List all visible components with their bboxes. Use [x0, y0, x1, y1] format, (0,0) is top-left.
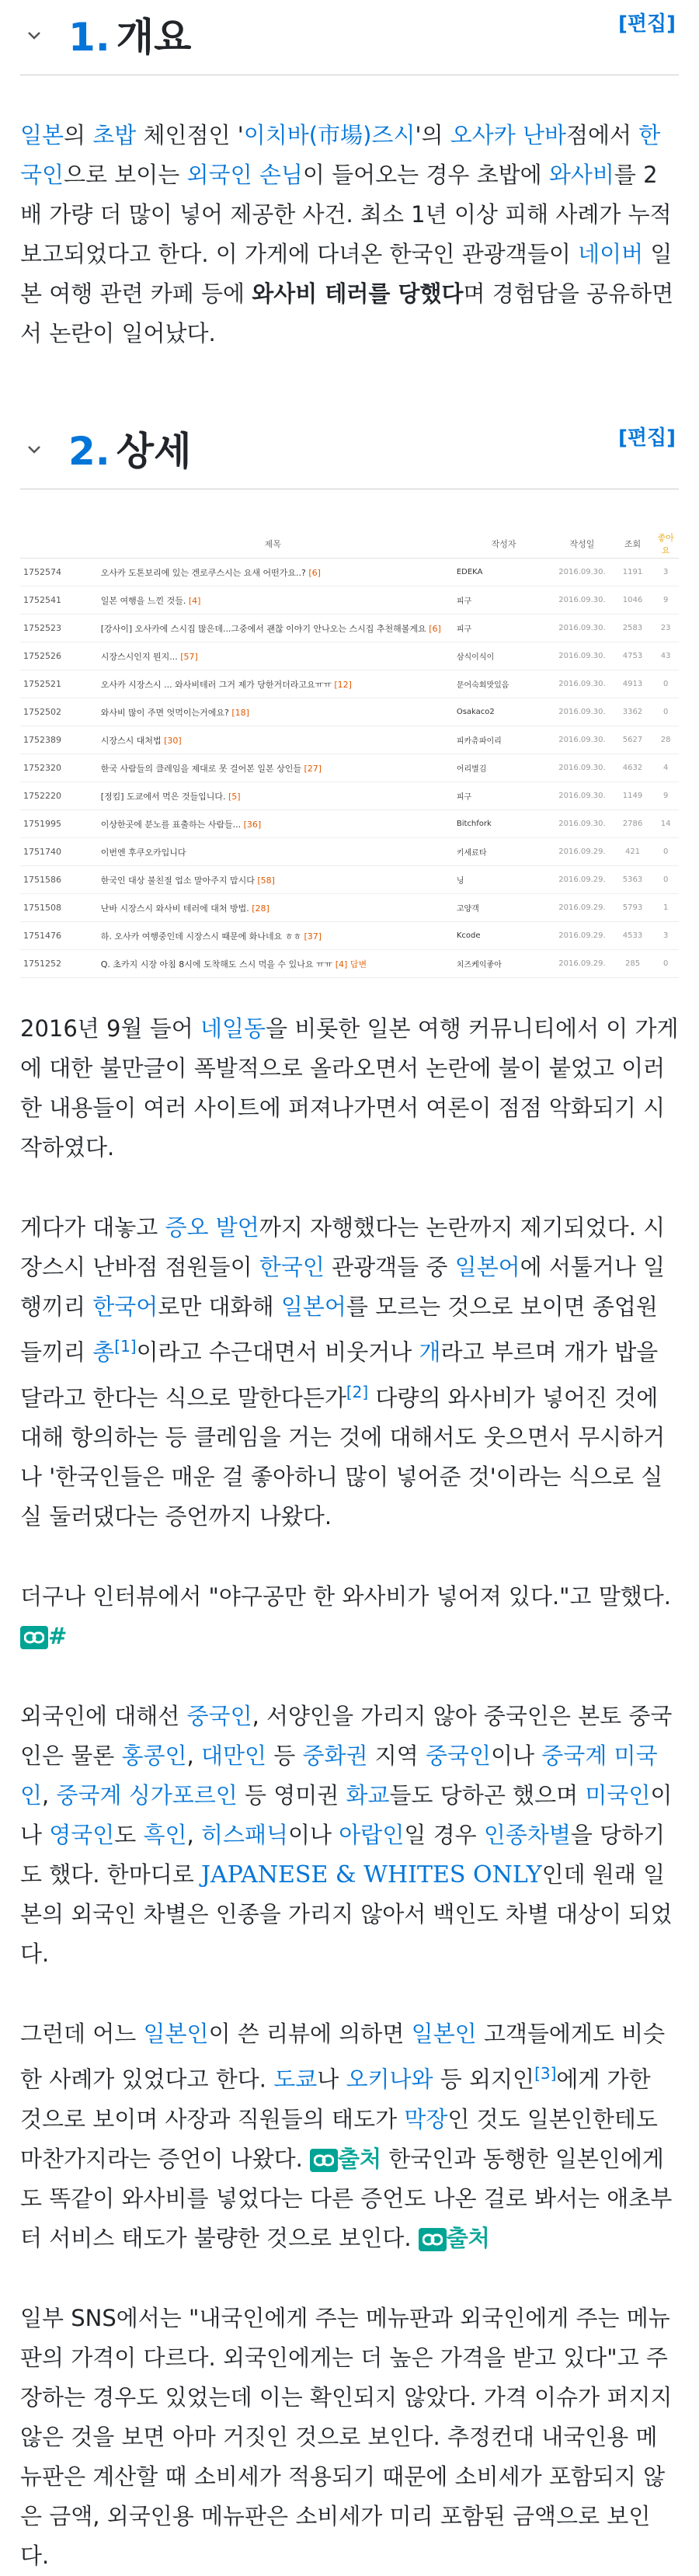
header-likes: 좋아요: [652, 530, 679, 559]
post-title-text[interactable]: 시장스시인지 뭔지...: [100, 651, 178, 662]
post-number: 1752220: [20, 782, 90, 810]
source-link-hash[interactable]: #: [48, 1623, 68, 1650]
forum-row[interactable]: [20, 670, 679, 698]
post-likes: 3: [652, 559, 679, 587]
forum-header-row: [20, 530, 679, 559]
link-ichiba-sushi[interactable]: 이치바(市場)즈시: [243, 122, 416, 148]
section-title: 상세: [116, 429, 192, 474]
post-title-text[interactable]: 일본 여행을 느낀 것들.: [100, 595, 186, 606]
comment-count: [4]: [188, 595, 201, 606]
post-number: 1752502: [20, 698, 90, 726]
post-number: 1751252: [20, 950, 90, 978]
post-number: 1751995: [20, 810, 90, 838]
link-racism[interactable]: 인종차별: [483, 1822, 571, 1849]
link-hongkonger[interactable]: 홍콩인: [121, 1742, 187, 1770]
post-title-text[interactable]: 한국인 대상 불친절 업소 말아주지 맙시다: [100, 875, 255, 886]
post-views: 1191: [613, 559, 653, 587]
forum-row[interactable]: [20, 587, 679, 614]
post-title-text[interactable]: [강사이] 오사카에 스시집 많은데...그중에서 괜찮 이야기 안나오는 스시집 추천해볼게요: [100, 623, 426, 634]
link-icon[interactable]: [20, 1626, 48, 1649]
forum-row[interactable]: [20, 782, 679, 810]
link-foreigner[interactable]: 외국인: [186, 162, 252, 188]
post-likes: 0: [652, 838, 679, 866]
post-author[interactable]: 치즈케익좋아: [456, 950, 551, 978]
post-number: 1752526: [20, 642, 90, 670]
link-korean[interactable]: 한국인: [20, 122, 661, 188]
comment-count: [28]: [252, 903, 270, 914]
forum-screenshot-image: [20, 530, 679, 978]
link-taiwanese[interactable]: 대만인: [200, 1742, 267, 1770]
link-osaka[interactable]: 오사카: [450, 122, 516, 148]
post-number: 1751740: [20, 838, 90, 866]
link-okinawa[interactable]: 오키나와: [346, 2066, 433, 2093]
link-japanese[interactable]: 일본인: [143, 2021, 209, 2048]
detail-paragraph-1: 2016년 9월 들어 네일동을 비롯한 일본 여행 커뮤니티에서 이 가게에 대한 불만글이 폭발적으로 올라오면서 논란에 불이 붙었고 이러한 내용들이 여러 사이트에 퍼져나가면서 여론이 점점 악화되기 시작하였다.: [20, 1015, 679, 1161]
comment-count: [6]: [429, 623, 441, 634]
post-title[interactable]: [90, 894, 456, 922]
post-views: 3362: [613, 698, 653, 726]
post-title-text[interactable]: 오사카 도톤보리에 있는 겐로쿠스시는 요새 어떤가요..?: [100, 567, 306, 578]
source-link[interactable]: 출처: [338, 2145, 382, 2172]
comment-count: [37]: [304, 931, 322, 942]
post-date: 2016.09.30.: [551, 614, 613, 642]
post-author[interactable]: Kcode: [456, 922, 551, 950]
post-title-text[interactable]: [정킴] 도쿄에서 먹은 것들입니다.: [100, 791, 226, 802]
post-title[interactable]: [90, 614, 456, 642]
post-date: 2016.09.29.: [551, 922, 613, 950]
link-korean[interactable]: 한국인: [259, 1254, 325, 1280]
post-views: 1149: [613, 782, 653, 810]
link-japanese-language[interactable]: 일본어: [280, 1293, 346, 1320]
post-date: 2016.09.29.: [551, 866, 613, 894]
header-views: 조회: [613, 530, 653, 559]
post-views: 5627: [613, 726, 653, 754]
link-sushi[interactable]: 초밥: [92, 122, 137, 148]
post-author[interactable]: 문어숙회맛있음: [456, 670, 551, 698]
comment-count: [27]: [304, 763, 322, 774]
post-date: 2016.09.29.: [551, 950, 613, 978]
post-title[interactable]: [90, 838, 456, 866]
comment-count: [12]: [334, 679, 352, 690]
link-sinosphere[interactable]: 중화권: [302, 1742, 368, 1770]
comment-count: [30]: [164, 735, 182, 746]
link-icon[interactable]: [310, 2149, 338, 2172]
link-korean-language[interactable]: 한국어: [92, 1293, 158, 1320]
section-heading-overview[interactable]: [20, 0, 679, 75]
detail-paragraph-5: 그런데 어느 일본인이 쓴 리뷰에 의하면 일본인 고객들에게도 비슷한 사례가 있었다고 한다. 도쿄나 오키나와 등 외지인[3]에게 가한 것으로 보이며 사장과 직원들의 태도가 막장인 것도 일본인한테도 마찬가지라는 증언이 나왔다. 출처 한국인과 동행한 일본인에게도 똑같이 와사비를 넣었다는 다른 증언도 나온 걸로 봐서는 애초부터 서비스 태도가 불량한 것으로 보인다. 출처: [20, 2021, 673, 2251]
post-date: 2016.09.30.: [551, 810, 613, 838]
post-likes: 1: [652, 894, 679, 922]
footnote-2[interactable]: [2]: [346, 1382, 369, 1401]
link-chinese-american[interactable]: 중국계 미국인: [20, 1742, 658, 1809]
comment-count: [18]: [231, 707, 249, 718]
post-likes: 28: [652, 726, 679, 754]
link-icon[interactable]: [419, 2228, 447, 2251]
post-number: 1752521: [20, 670, 90, 698]
post-title[interactable]: [90, 698, 456, 726]
post-author[interactable]: 어리별김: [456, 754, 551, 782]
forum-row[interactable]: [20, 726, 679, 754]
comment-count: [4] 답변: [335, 959, 367, 969]
post-title[interactable]: [90, 726, 456, 754]
section-number: 1.: [68, 15, 110, 60]
section-heading-detail[interactable]: [20, 414, 679, 489]
post-likes: 43: [652, 642, 679, 670]
post-likes: 23: [652, 614, 679, 642]
link-overseas-chinese[interactable]: 화교: [346, 1782, 390, 1809]
post-views: 2786: [613, 810, 653, 838]
forum-row[interactable]: [20, 642, 679, 670]
detail-paragraph-4: 외국인에 대해선 중국인, 서양인을 가리지 않아 중국인은 본토 중국인은 물론 홍콩인, 대만인 등 중화권 지역 중국인이나 중국계 미국인, 중국계 싱가포르인 등 영미권 화교들도 당하곤 했으며 미국인이나 영국인도 흑인, 히스패닉이나 아랍인일 경우 인종차별을 당하기도 했다. 한마디로 JAPANESE & WHITES ONLY인데 원래 일본의 외국인 차별은 인종을 가리지 않아서 백인도 차별 대상이 되었다.: [20, 1703, 673, 1968]
chevron-down-icon[interactable]: [26, 442, 42, 458]
post-title[interactable]: [90, 670, 456, 698]
link-japan[interactable]: 일본: [20, 122, 64, 148]
link-chinese[interactable]: 중국인: [186, 1703, 252, 1730]
post-title-text[interactable]: 오사카 시장스시 ... 와사비테러 그거 제가 당한거더라고요ㅠㅠ: [100, 679, 332, 690]
post-author[interactable]: 피구: [456, 587, 551, 614]
comment-count: [58]: [257, 875, 275, 886]
post-number: 1751586: [20, 866, 90, 894]
link-hispanic[interactable]: 히스패닉: [200, 1822, 289, 1849]
post-date: 2016.09.30.: [551, 670, 613, 698]
post-date: 2016.09.30.: [551, 698, 613, 726]
post-title[interactable]: [90, 587, 456, 614]
forum-row[interactable]: [20, 838, 679, 866]
post-likes: 0: [652, 950, 679, 978]
link-namba[interactable]: 난바: [522, 122, 566, 148]
post-views: 4632: [613, 754, 653, 782]
post-author[interactable]: 닝: [456, 866, 551, 894]
post-title[interactable]: [90, 642, 456, 670]
forum-row[interactable]: [20, 894, 679, 922]
post-title[interactable]: [90, 754, 456, 782]
source-link[interactable]: 출처: [446, 2224, 490, 2251]
forum-row[interactable]: [20, 698, 679, 726]
post-author[interactable]: 피구: [456, 782, 551, 810]
post-title-text[interactable]: 시장스시 대처법: [100, 735, 162, 746]
post-title[interactable]: [90, 782, 456, 810]
link-dog[interactable]: 개: [419, 1338, 441, 1366]
link-japanese-language[interactable]: 일본어: [454, 1254, 520, 1280]
edit-link[interactable]: [편집]: [618, 426, 676, 450]
post-likes: 3: [652, 922, 679, 950]
post-number: 1752389: [20, 726, 90, 754]
post-title[interactable]: [90, 559, 456, 587]
post-number: 1752320: [20, 754, 90, 782]
post-author[interactable]: 피카츄파이리: [456, 726, 551, 754]
post-views: 4753: [613, 642, 653, 670]
post-title-text[interactable]: 이번엔 후쿠오카입니다: [100, 847, 186, 858]
post-views: 2583: [613, 614, 653, 642]
post-views: 4913: [613, 670, 653, 698]
detail-paragraph-3: 더구나 인터뷰에서 "야구공만 한 와사비가 넣어져 있다."고 말했다. #: [20, 1583, 672, 1650]
forum-row[interactable]: [20, 810, 679, 838]
link-chong[interactable]: 총: [92, 1338, 115, 1366]
link-naver[interactable]: 네이버: [578, 241, 644, 267]
post-likes: 4: [652, 754, 679, 782]
chevron-down-icon[interactable]: [26, 28, 42, 44]
post-title[interactable]: [90, 810, 456, 838]
post-title-text[interactable]: 와사비 많이 주면 엇먹이는거에요?: [100, 707, 229, 718]
post-likes: 0: [652, 866, 679, 894]
post-likes: 9: [652, 587, 679, 614]
header-date: 작성일: [551, 530, 613, 559]
post-author[interactable]: Osakaco2: [456, 698, 551, 726]
post-views: 4533: [613, 922, 653, 950]
post-date: 2016.09.30.: [551, 782, 613, 810]
post-number: 1752523: [20, 614, 90, 642]
section-number: 2.: [68, 429, 110, 474]
post-date: 2016.09.30.: [551, 726, 613, 754]
post-likes: 9: [652, 782, 679, 810]
comment-count: [6]: [308, 567, 321, 578]
post-date: 2016.09.29.: [551, 838, 613, 866]
overview-paragraph: 일본의 초밥 체인점인 '이치바(市場)즈시'의 오사카 난바점에서 한국인으로 보이는 외국인 손님이 들어오는 경우 초밥에 와사비를 2배 가량 더 많이 넣어 제공한 사건. 최소 1년 이상 피해 사례가 누적 보고되었다고 한다. 이 가게에 다녀온 한국인 관광객들이 네이버 일본 여행 관련 카페 등에 와사비 테러를 당했다며 경험담을 공유하면서 논란이 일어났다.: [20, 122, 674, 346]
post-views: 421: [613, 838, 653, 866]
link-japanese[interactable]: 일본인: [411, 2021, 477, 2048]
forum-row[interactable]: [20, 922, 679, 950]
post-views: 1046: [613, 587, 653, 614]
comment-count: [36]: [243, 819, 262, 830]
forum-row[interactable]: [20, 950, 679, 978]
post-number: 1751508: [20, 894, 90, 922]
link-chinese[interactable]: 중국인: [426, 1742, 492, 1770]
post-author[interactable]: Bitchfork: [456, 810, 551, 838]
post-likes: 0: [652, 670, 679, 698]
japanese-whites-only-text: JAPANESE & WHITES ONLY: [200, 1861, 542, 1889]
post-author[interactable]: 고양객: [456, 894, 551, 922]
post-date: 2016.09.29.: [551, 894, 613, 922]
post-title[interactable]: [90, 922, 456, 950]
link-tokyo[interactable]: 도쿄: [273, 2066, 318, 2093]
link-customer[interactable]: 손님: [259, 162, 303, 188]
link-black[interactable]: 흑인: [143, 1822, 187, 1849]
forum-row[interactable]: [20, 559, 679, 587]
post-date: 2016.09.30.: [551, 559, 613, 587]
post-author[interactable]: 삼식이식이: [456, 642, 551, 670]
post-author[interactable]: 키세료타: [456, 838, 551, 866]
post-views: 5363: [613, 866, 653, 894]
link-naeildong[interactable]: 네일동: [200, 1015, 266, 1042]
comment-count: [5]: [228, 791, 241, 802]
post-likes: 14: [652, 810, 679, 838]
post-number: 1752574: [20, 559, 90, 587]
forum-row[interactable]: [20, 866, 679, 894]
link-wasabi[interactable]: 와사비: [548, 162, 614, 188]
post-likes: 0: [652, 698, 679, 726]
post-number: 1752541: [20, 587, 90, 614]
link-british[interactable]: 영국인: [49, 1822, 115, 1849]
link-chinese-singaporean[interactable]: 중국계 싱가포르인: [56, 1782, 238, 1809]
detail-paragraph-2: 게다가 대놓고 증오 발언까지 자행했다는 논란까지 제기되었다. 시장스시 난바점 점원들이 한국인 관광객들 중 일본어에 서툴거나 일행끼리 한국어로만 대화해 일본어를 모르는 것으로 보이면 종업원들끼리 총[1]이라고 수근대면서 비웃거나 개라고 부르며 개가 밥을 달라고 한다는 식으로 말한다든가[2] 다량의 와사비가 넣어진 것에 대해 항의하는 등 클레임을 거는 것에 대해서도 웃으면서 무시하거나 '한국인들은 매운 걸 좋아하니 많이 넣어준 것'이라는 식으로 실실 둘러댔다는 증언까지 나왔다.: [20, 1214, 666, 1530]
post-views: 5793: [613, 894, 653, 922]
post-date: 2016.09.30.: [551, 754, 613, 782]
post-title[interactable]: [90, 950, 456, 978]
edit-link[interactable]: [편집]: [618, 12, 676, 36]
post-title-text[interactable]: Q. 초카지 시장 아침 8시에 도착해도 스시 먹을 수 있나요 ㅠㅠ: [100, 959, 333, 969]
post-views: 285: [613, 950, 653, 978]
post-author[interactable]: 피구: [456, 614, 551, 642]
post-title-text[interactable]: 이상한곳에 분노를 표출하는 사람들...: [100, 819, 242, 830]
link-arab[interactable]: 아랍인: [339, 1822, 405, 1849]
post-title[interactable]: [90, 866, 456, 894]
link-american[interactable]: 미국인: [585, 1782, 651, 1809]
header-author: 작성자: [456, 530, 551, 559]
post-date: 2016.09.30.: [551, 642, 613, 670]
forum-row[interactable]: [20, 614, 679, 642]
section-title: 개요: [116, 15, 192, 60]
comment-count: [57]: [180, 651, 198, 662]
post-author[interactable]: EDEKA: [456, 559, 551, 587]
footnote-1[interactable]: [1]: [114, 1337, 137, 1356]
header-title: 제목: [90, 530, 456, 559]
link-makjang[interactable]: 막장: [404, 2105, 448, 2132]
post-date: 2016.09.30.: [551, 587, 613, 614]
post-title-text[interactable]: 난바 시장스시 와사비 테러에 대처 방법.: [100, 903, 249, 914]
footnote-3[interactable]: [3]: [534, 2064, 557, 2083]
post-title-text[interactable]: 한국 사람들의 클레임을 제대로 못 걸어본 일본 상인들: [100, 763, 301, 774]
forum-row[interactable]: [20, 754, 679, 782]
post-number: 1751476: [20, 922, 90, 950]
link-hate-speech[interactable]: 증오 발언: [165, 1214, 259, 1241]
detail-paragraph-6: 일부 SNS에서는 "내국인에게 주는 메뉴판과 외국인에게 주는 메뉴판의 가격이 다르다. 외국인에게는 더 높은 가격을 받고 있다"고 주장하는 경우도 있었는데 이는 확인되지 않았다. 가격 이슈가 퍼지지 않은 것을 보면 아마 거짓인 것으로 보인다. 추정컨대 내국인용 메뉴판은 계산할 때 소비세가 적용되기 때문에 소비세가 포함되지 않은 금액, 외국인용 메뉴판은 소비세가 미리 포함된 금액으로 보인다.: [20, 2304, 673, 2569]
post-title-text[interactable]: 하. 오사카 여행중인데 시장스시 때문에 화나네요 ㅎㅎ: [100, 931, 301, 942]
